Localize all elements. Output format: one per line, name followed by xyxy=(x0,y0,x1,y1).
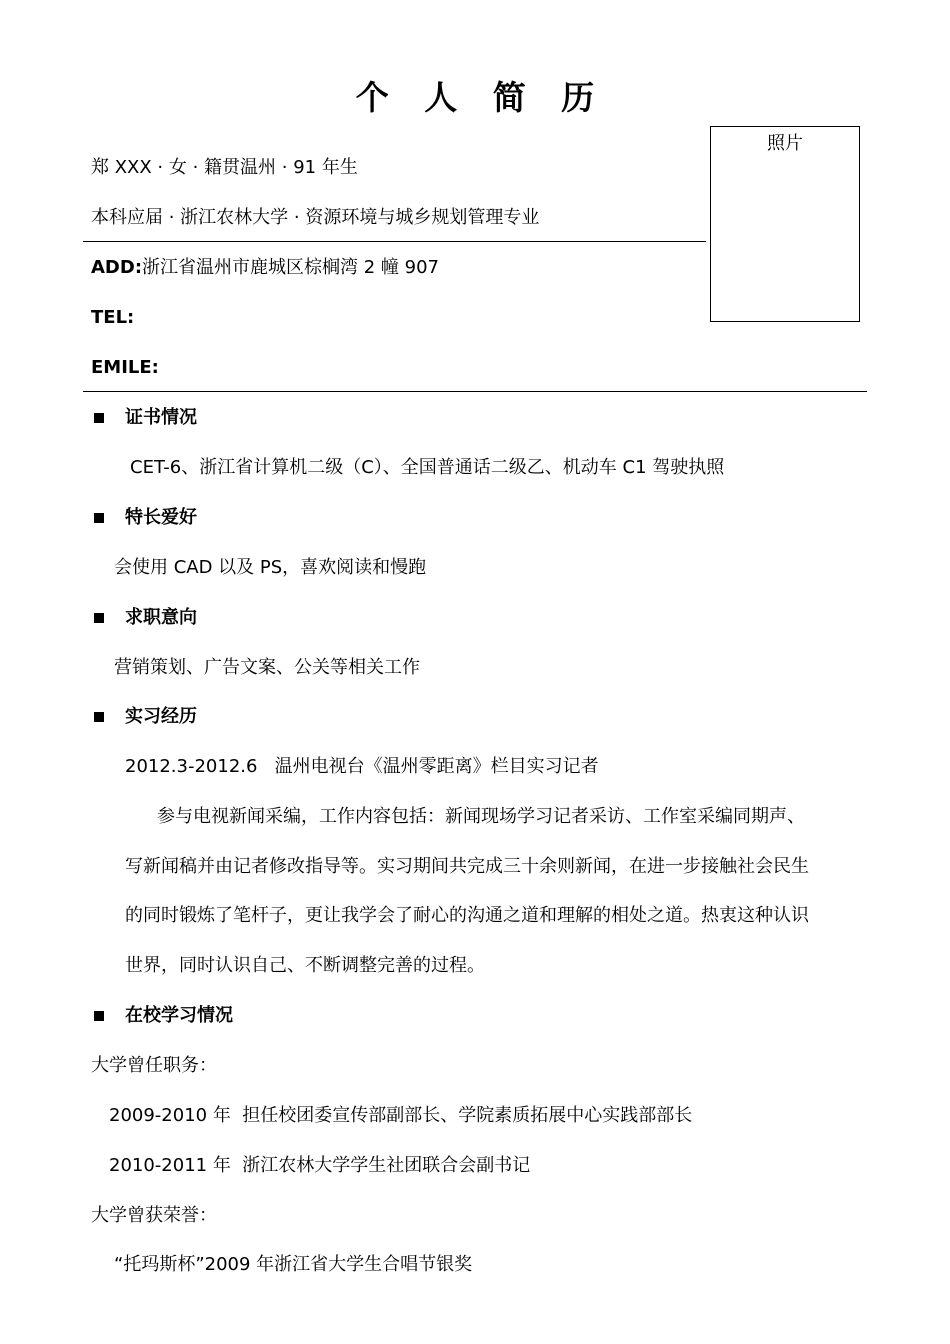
certificates-content: CET-6、浙江省计算机二级（C）、全国普通话二级乙、机动车 C1 驾驶执照 xyxy=(130,457,725,478)
section-title-internship: 实习经历 xyxy=(125,706,197,727)
hobbies-content: 会使用 CAD 以及 PS，喜欢阅读和慢跑 xyxy=(114,557,427,578)
honor-item: “托玛斯杯”2009 年浙江省大学生合唱节银奖 xyxy=(114,1254,473,1275)
personal-info-line: 郑 XXX · 女 · 籍贯温州 · 91 年生 xyxy=(91,157,358,178)
internship-paragraph-line: 参与电视新闻采编，工作内容包括：新闻现场学习记者采访、工作室采编同期声、 xyxy=(157,806,805,827)
bullet-icon xyxy=(94,1011,104,1021)
position-item: 2010-2011 年 浙江农林大学学生社团联合会副书记 xyxy=(109,1155,531,1176)
section-title-intent: 求职意向 xyxy=(125,607,197,628)
bullet-icon xyxy=(94,613,104,623)
contact-divider xyxy=(83,391,867,392)
bullet-icon xyxy=(94,413,104,423)
bullet-icon xyxy=(94,712,104,722)
bullet-icon xyxy=(94,513,104,523)
emile-label: EMILE: xyxy=(91,357,159,378)
photo-placeholder xyxy=(710,126,860,322)
honors-label: 大学曾获荣誉： xyxy=(91,1205,217,1226)
positions-label: 大学曾任职务： xyxy=(91,1055,217,1076)
address-row xyxy=(91,256,439,280)
section-title-certificates: 证书情况 xyxy=(125,407,197,428)
section-title-hobbies: 特长爱好 xyxy=(125,507,197,528)
internship-paragraph-line: 写新闻稿并由记者修改指导等。实习期间共完成三十余则新闻，在进一步接触社会民生 xyxy=(125,856,809,877)
header-divider xyxy=(83,241,706,242)
internship-position: 2012.3-2012.6 温州电视台《温州零距离》栏目实习记者 xyxy=(125,756,599,777)
address-value: 浙江省温州市鹿城区棕榈湾 2 幢 907 xyxy=(142,257,439,278)
internship-paragraph-line: 的同时锻炼了笔杆子，更让我学会了耐心的沟通之道和理解的相处之道。热衷这种认识 xyxy=(125,905,809,926)
page-title: 个 人 简 历 xyxy=(355,78,607,117)
photo-label: 照片 xyxy=(767,133,803,154)
education-info-line: 本科应届 · 浙江农林大学 · 资源环境与城乡规划管理专业 xyxy=(91,207,540,228)
internship-paragraph-line: 世界，同时认识自己、不断调整完善的过程。 xyxy=(125,955,485,976)
intent-content: 营销策划、广告文案、公关等相关工作 xyxy=(114,657,420,678)
address-label: ADD: xyxy=(91,257,143,278)
tel-label: TEL: xyxy=(91,307,135,328)
section-title-school: 在校学习情况 xyxy=(125,1005,233,1026)
position-item: 2009-2010 年 担任校团委宣传部副部长、学院素质拓展中心实践部部长 xyxy=(109,1105,693,1126)
